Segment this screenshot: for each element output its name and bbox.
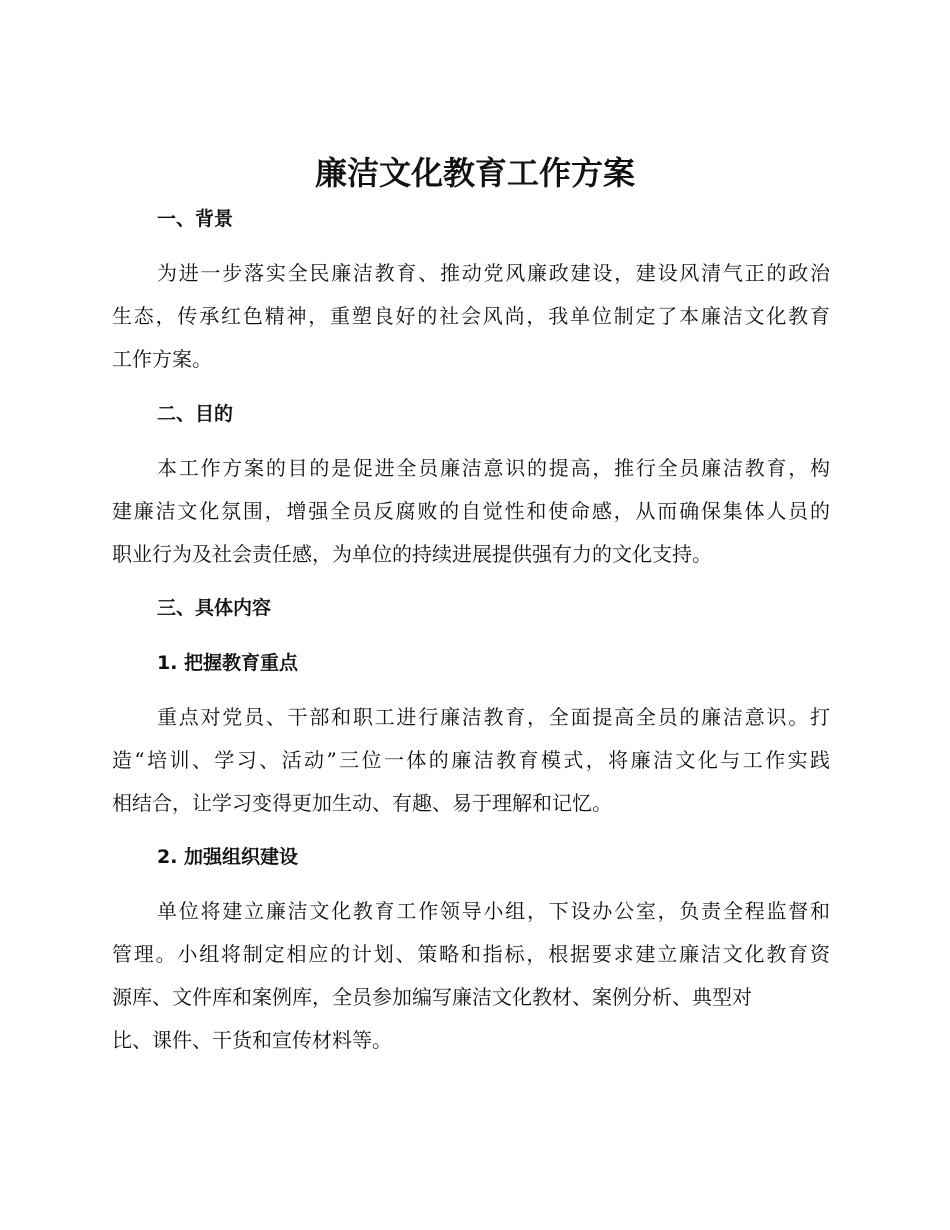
- paragraph-line: 工作方案。: [112, 347, 212, 371]
- subsection-heading-organization: 2. 加强组织建设: [157, 846, 299, 868]
- paragraph-line: 本工作方案的目的是促进全员廉洁意识的提高，推行全员廉洁教育，构: [157, 456, 830, 480]
- paragraph-line: 源库、文件库和案例库，全员参加编写廉洁文化教材、案例分析、典型对: [112, 985, 752, 1009]
- paragraph-line: 建廉洁文化氛围，增强全员反腐败的自觉性和使命感，从而确保集体人员的: [112, 499, 830, 523]
- paragraph-line: 管理。小组将制定相应的计划、策略和指标，根据要求建立廉洁文化教育资: [112, 942, 830, 966]
- paragraph-line: 生态，传承红色精神，重塑良好的社会风尚，我单位制定了本廉洁文化教育: [112, 304, 830, 328]
- paragraph-purpose: [112, 447, 830, 576]
- paragraph-organization: [112, 890, 830, 1062]
- document-title: 廉洁文化教育工作方案: [314, 154, 635, 192]
- paragraph-background: [112, 252, 830, 381]
- paragraph-focus: [112, 696, 830, 825]
- paragraph-line: 重点对党员、干部和职工进行廉洁教育，全面提高全员的廉洁意识。打: [157, 705, 830, 729]
- paragraph-line: 职业行为及社会责任感，为单位的持续进展提供强有力的文化支持。: [112, 542, 712, 566]
- paragraph-line: 单位将建立廉洁文化教育工作领导小组，下设办公室，负责全程监督和: [157, 899, 830, 923]
- paragraph-line: 为进一步落实全民廉洁教育、推动党风廉政建设，建设风清气正的政治: [157, 261, 830, 285]
- paragraph-line: 比、课件、干货和宣传材料等。: [112, 1028, 392, 1052]
- paragraph-line: 相结合，让学习变得更加生动、有趣、易于理解和记忆。: [112, 791, 612, 815]
- section-heading-content: 三、具体内容: [157, 597, 272, 619]
- section-heading-background: 一、背景: [157, 208, 234, 230]
- subsection-heading-focus: 1. 把握教育重点: [157, 652, 299, 674]
- section-heading-purpose: 二、目的: [157, 403, 234, 425]
- paragraph-line: 造“培训、学习、活动”三位一体的廉洁教育模式，将廉洁文化与工作实践: [112, 748, 830, 772]
